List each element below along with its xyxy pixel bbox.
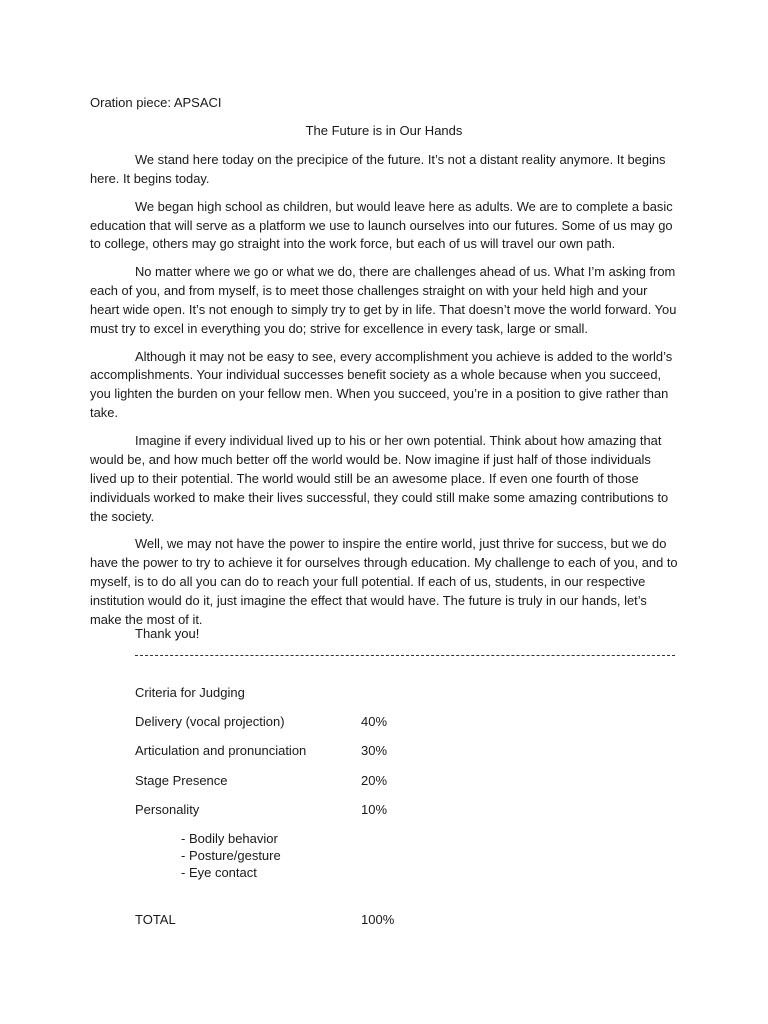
document-title: The Future is in Our Hands (305, 123, 463, 138)
paragraph: Well, we may not have the power to inspire the entire world, just thrive for success, but we do have the power to try to achieve it for ourselves through education. My challenge to each of you, and to myself, is to do all you can do to reach your full potential. If each of us, students, in our respective institution would do it, just imagine the effect that would have. The future is truly in our hands, let’s make the most of it. (90, 536, 678, 627)
criteria-label: Stage Presence (135, 773, 228, 788)
criteria-percent: 40% (361, 714, 388, 729)
criteria-row (135, 742, 455, 760)
paragraph: We stand here today on the precipice of the future. It’s not a distant reality anymore. It begins here. It begins today. (90, 152, 666, 186)
list-item: - Eye contact (181, 865, 257, 880)
total-row (135, 911, 455, 929)
criteria-row (135, 801, 455, 819)
document-header: Oration piece: APSACI (90, 95, 222, 110)
criteria-percent: 30% (361, 743, 388, 758)
paragraph: Although it may not be easy to see, every accomplishment you achieve is added to the world’s accomplishments. Your individual successes benefit society as a whole because when you succeed, you lighten the burden on your fellow men. When you succeed, you’re in a position to give rather than take. (90, 348, 673, 421)
criteria-row (135, 772, 455, 790)
criteria-label: Personality (135, 802, 200, 817)
criteria-percent: 20% (361, 773, 388, 788)
total-label: TOTAL (135, 912, 176, 927)
personality-subitems (181, 830, 281, 881)
criteria-percent: 10% (361, 802, 388, 817)
paragraph: We began high school as children, but would leave here as adults. We are to complete a basic education that will serve as a platform we use to launch ourselves into our futures. Some of us may go to college, others may go straight into the work force, but each of us will travel our own path. (90, 198, 673, 252)
criteria-label: Delivery (vocal projection) (135, 714, 285, 729)
oration-body (90, 151, 680, 639)
criteria-label: Articulation and pronunciation (135, 743, 307, 758)
total-percent: 100% (361, 912, 395, 927)
criteria-title: Criteria for Judging (135, 685, 245, 700)
list-item: - Bodily behavior (181, 831, 278, 846)
paragraph: No matter where we go or what we do, there are challenges ahead of us. What I’m asking from each of you, and from myself, is to meet those challenges straight on with your held high and your heart wide open. It’s not enough to simply try to get by in life. That doesn’t move the world forward. You must try to excel in everything you do; strive for excellence in every task, large or small. (90, 264, 677, 336)
closing-line: Thank you! (135, 626, 200, 641)
dashed-divider (135, 655, 675, 656)
paragraph: Imagine if every individual lived up to his or her own potential. Think about how amazing that would be, and how much better off the world would be. Now imagine if just half of those individuals lived up to their potential. The world would still be an awesome place. If even one fourth of those individuals worked to make their lives successful, they could still make some amazing contributions to the society. (90, 432, 669, 524)
criteria-row (135, 713, 455, 731)
list-item: - Posture/gesture (181, 848, 281, 863)
